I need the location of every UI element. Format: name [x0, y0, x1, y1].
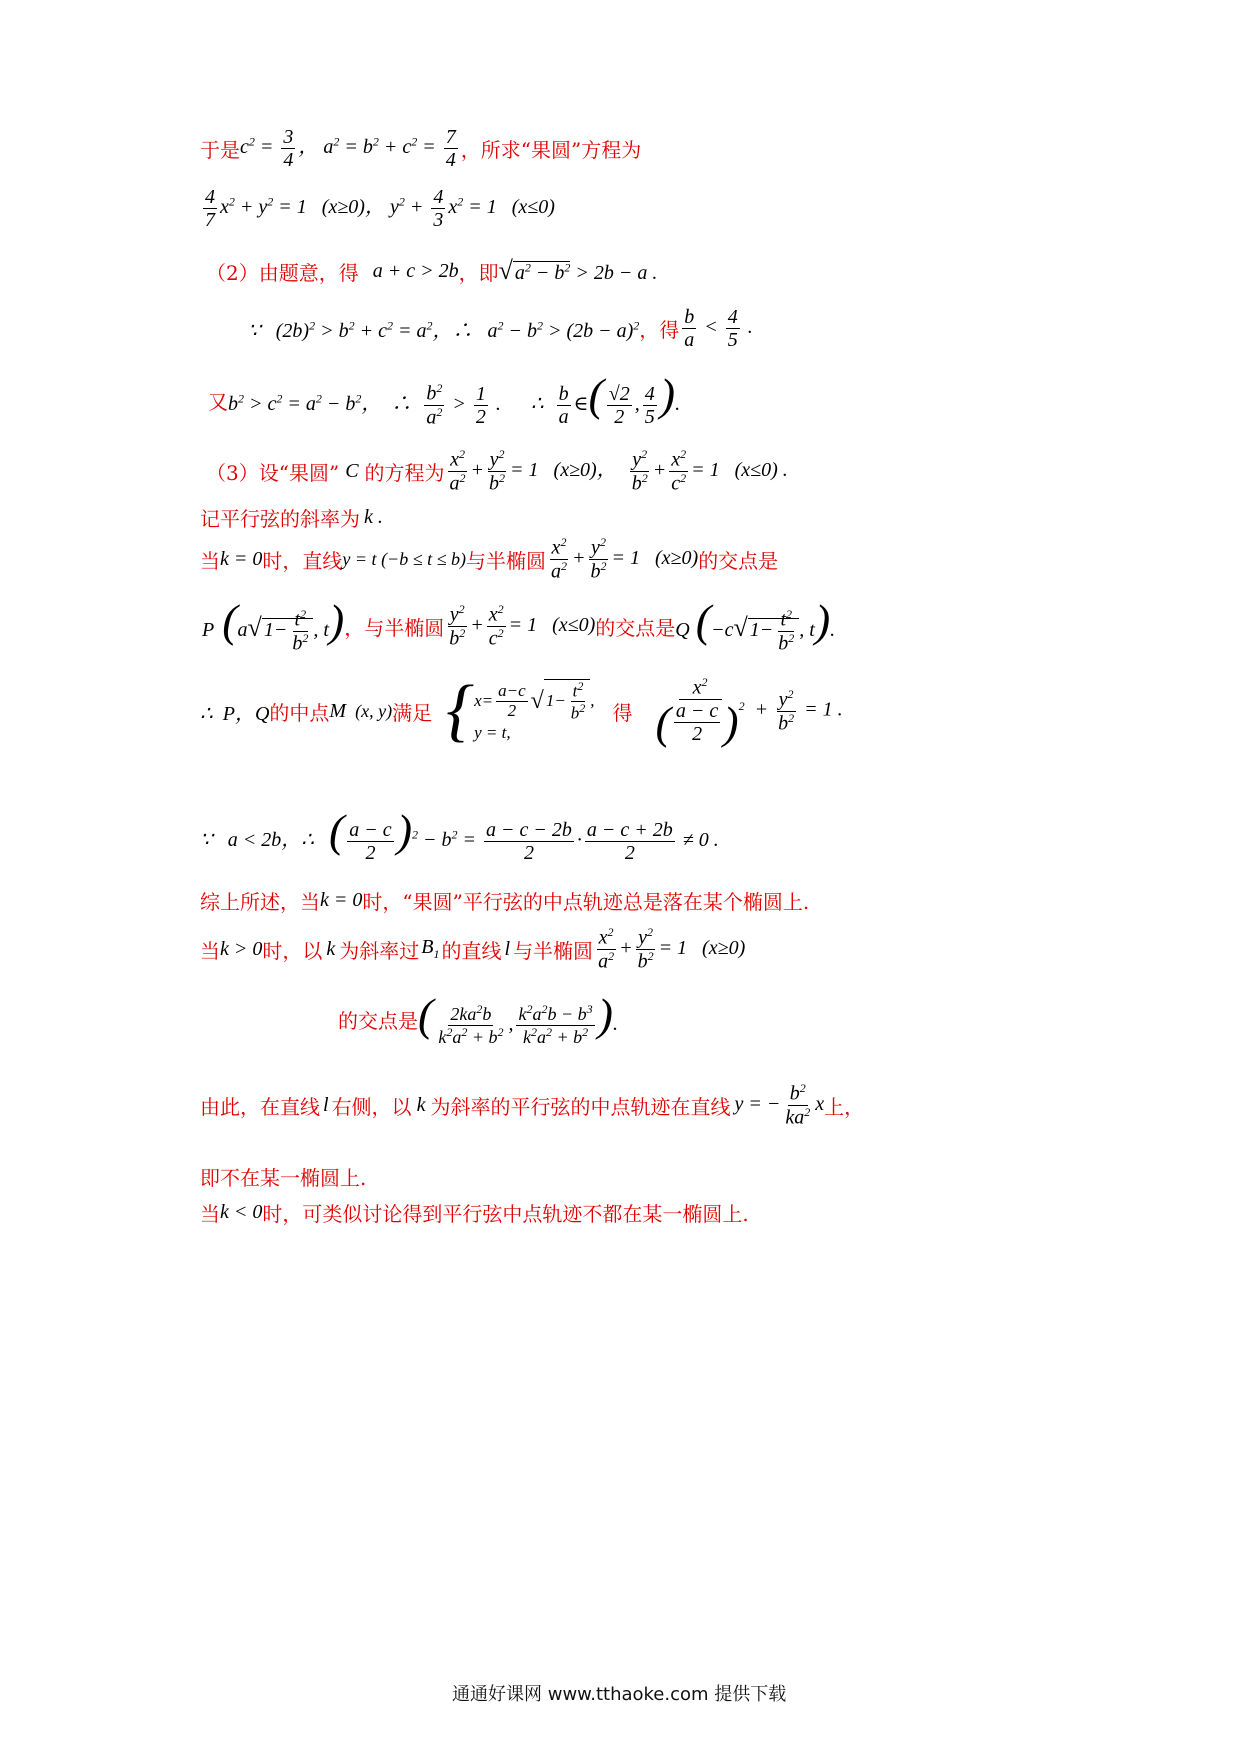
- line-3-text-a: （2）由题意，得: [206, 260, 359, 285]
- line-8-text-b: 时，直线: [262, 548, 343, 573]
- line-15-formula-a: l: [323, 1093, 329, 1116]
- line-8-text-a: 当: [200, 548, 220, 573]
- line-17-text-b: 时，可类似讨论得到平行弦中点轨迹不都在某一椭圆上.: [262, 1202, 749, 1226]
- line-11-formula: ∵ a < 2b，∴ ( $\frac{a - c}{2}$ )$^2 - b^2$ = $\frac{a - c - 2b}{2}$ · $\frac{a - c + 2b}{2}$ ≠ 0 .: [200, 805, 719, 864]
- line-3-text-b: ，即: [458, 260, 499, 285]
- line-10-text-a: 的中点: [269, 700, 330, 725]
- line-14: [338, 989, 618, 1048]
- line-7-formula: k .: [364, 506, 383, 528]
- line-14-formula: ( $\frac{2ka^2b}{k^2a^2 + b^2}$ , $\frac{k^2a^2b - b^3}{k^2a^2 + b^2}$ ).: [418, 989, 618, 1047]
- line-15: [200, 1082, 864, 1128]
- line-6-formula-b: $\frac{x^2}{a^2}$ + $\frac{y^2}{b^2}$ = 1 (x≥0)， $\frac{y^2}{b^2}$ + $\frac{x^2}{c^2}$ = 1 (x≤0) .: [449, 447, 788, 495]
- line-9-formula-a: P (a√ 1− $\frac{t^2}{b^2}$ , t): [202, 595, 345, 655]
- line-8-text-c: 与半椭圆: [466, 548, 546, 573]
- line-1-formula: $c^2$ = $\frac{3}{4}$ ， $a^2 = b^2 + c^2$ = $\frac{7}{4}$: [240, 126, 456, 171]
- line-9-text-b: 的交点是: [595, 615, 676, 640]
- line-10-formula-b: M (x, y): [329, 699, 393, 722]
- line-15-formula-b: k: [416, 1093, 426, 1116]
- line-5: [208, 369, 681, 429]
- line-13-formula-e: $\frac{x^2}{a^2}$ + $\frac{y^2}{b^2}$ = 1 (x≥0): [598, 925, 746, 973]
- line-15-text-a: 由此，在直线: [200, 1094, 320, 1119]
- line-13-text-a: 当: [200, 938, 220, 963]
- line-13-text-e: 与半椭圆: [513, 938, 594, 963]
- line-13-text-d: 的直线: [441, 938, 502, 963]
- line-12-formula: k = 0: [320, 889, 363, 911]
- line-10-formula-c: { x = $\frac{a-c}{2}$ √ 1− $\frac{t^2}{b^2}$ , y = t,: [446, 672, 595, 749]
- line-10-formula-d: $x^2$ ( $\frac{a - c}{2}$ ) $^2$ + $\frac{y^2}{b^2}$ = 1 .: [655, 675, 843, 748]
- line-5-formula: $b^2 > c^2 = a^2 - b^2$， ∴ $\frac{b^2}{a^2}$ > $\frac{1}{2}$ . ∴ $\frac{b}{a}$ ∈( $\frac{√2}{2}$ , $\frac{4}{5}$ ).: [228, 369, 681, 429]
- line-8-formula-b: y = t (−b ≤ t ≤ b): [342, 548, 466, 569]
- line-12: [200, 886, 809, 915]
- line-2: [200, 186, 555, 231]
- line-13: [200, 926, 745, 972]
- line-12-text-a: 综上所述，当: [200, 890, 320, 914]
- line-8: [200, 536, 778, 582]
- line-16-text: 即不在某一椭圆上.: [200, 1166, 367, 1190]
- line-1: [200, 126, 641, 171]
- line-9-formula-c: Q (−c√ 1− $\frac{t^2}{b^2}$ , t).: [675, 595, 836, 655]
- line-15-text-c: 为斜率的平行弦的中点轨迹在直线: [430, 1094, 731, 1119]
- line-4-formula-b: $\frac{b}{a}$ < $\frac{4}{5}$ .: [684, 306, 753, 351]
- line-13-formula-b: k: [326, 937, 336, 960]
- line-9-formula-b: $\frac{y^2}{b^2}$ + $\frac{x^2}{c^2}$ = 1 (x≤0): [449, 602, 596, 650]
- line-14-text-a: 的交点是: [338, 1009, 418, 1034]
- line-15-text-b: 右侧，以: [331, 1094, 412, 1119]
- line-3-formula-a: a + c > 2b: [372, 259, 459, 282]
- line-8-formula-c: $\frac{x^2}{a^2}$ + $\frac{y^2}{b^2}$ = 1 (x≥0): [551, 535, 699, 583]
- line-16: [200, 1162, 366, 1191]
- line-6: [206, 448, 788, 494]
- line-3-formula-b: √ $a^2 - b^2 > 2b - a$ .: [498, 256, 658, 285]
- line-13-formula-c: $B_1$: [421, 936, 440, 962]
- line-9: [202, 595, 836, 655]
- line-2-formula: $\frac{4}{7}$ $x^2 + y^2 = 1$ (x≥0)， $y^2$ + $\frac{4}{3}$ $x^2 = 1$ (x≤0): [205, 186, 555, 231]
- line-7-text: 记平行弦的斜率为: [200, 507, 360, 531]
- line-10: [200, 672, 843, 749]
- line-13-text-c: 为斜率过: [339, 938, 420, 963]
- line-17: [200, 1198, 749, 1227]
- line-10-formula-a: ∴ P，Q: [200, 702, 270, 725]
- line-13-text-b: 时，以: [262, 938, 323, 963]
- line-17-text-a: 当: [200, 1202, 220, 1226]
- line-15-text-d: 上，: [824, 1094, 865, 1119]
- line-8-formula-a: k = 0: [220, 547, 263, 570]
- page-footer: 通通好课网 www.tthaoke.com 提供下载: [452, 1684, 787, 1705]
- line-13-formula-a: k > 0: [220, 937, 263, 960]
- line-1-text-b: ，所求“果圆”方程为: [460, 138, 642, 162]
- line-7: [200, 503, 383, 532]
- line-4-text-a: ，得: [639, 318, 680, 342]
- line-10-text-b: 满足: [392, 700, 433, 725]
- line-17-formula: k < 0: [220, 1201, 263, 1223]
- line-8-text-d: 的交点是: [698, 548, 779, 573]
- line-13-formula-d: l: [504, 937, 511, 960]
- line-4: [248, 306, 753, 351]
- line-4-formula-a: ∵ $(2b)^2 > b^2 + c^2 = a^2$，∴ $a^2 - b^2 > (2b - a)^2$: [248, 318, 640, 342]
- line-12-text-b: 时，“果圆”平行弦的中点轨迹总是落在某个椭圆上.: [362, 890, 810, 914]
- line-15-formula-c: y = − $\frac{b^2}{ka^2}$ x: [734, 1081, 825, 1129]
- line-3: [206, 256, 657, 286]
- line-9-text-a: ，与半椭圆: [344, 615, 445, 640]
- line-1-text-a: 于是: [200, 138, 240, 162]
- line-11: [200, 805, 719, 864]
- line-6-formula-a: C: [345, 459, 359, 482]
- line-6-text-b: 的方程为: [364, 460, 445, 485]
- line-5-text-a: 又: [208, 389, 228, 414]
- line-6-text-a: （3）设“果圆”: [206, 460, 340, 485]
- line-10-text-c: 得: [612, 700, 633, 725]
